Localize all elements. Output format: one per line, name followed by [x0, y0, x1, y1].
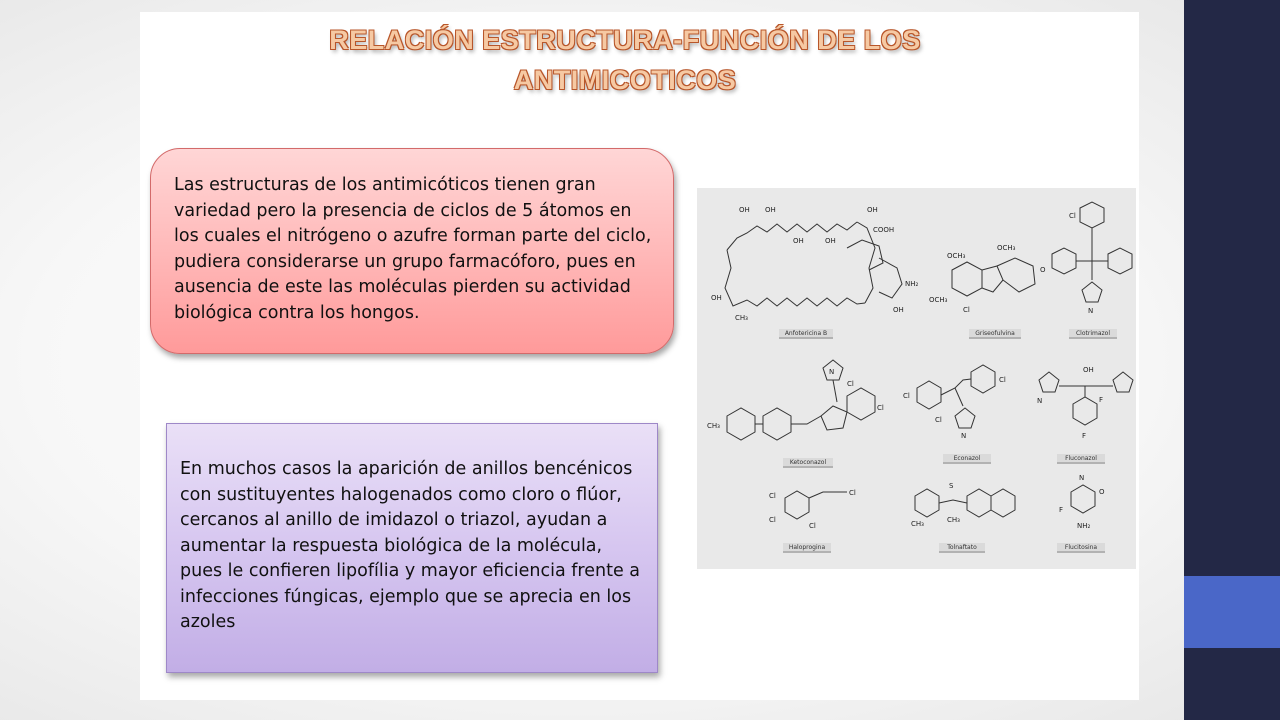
atom-label: OH [765, 206, 776, 214]
caption-anfotericina: Anfotericina B [784, 330, 828, 337]
atom-label: Cl [999, 376, 1006, 384]
tolnaftato-structure [911, 482, 1015, 528]
atom-label: Cl [1069, 212, 1076, 220]
atom-label: Cl [849, 489, 856, 497]
caption-econazol: Econazol [953, 455, 981, 462]
atom-label: N [1088, 307, 1094, 315]
atom-label: OH [867, 206, 878, 214]
atom-label: N [1037, 397, 1043, 405]
atom-label: CH₃ [735, 314, 748, 322]
atom-label: Cl [769, 516, 776, 524]
atom-label: COOH [873, 226, 895, 234]
atom-label: OH [711, 294, 722, 302]
atom-label: Cl [847, 380, 854, 388]
atom-label: OCH₃ [947, 252, 966, 260]
atom-label: OH [825, 237, 836, 245]
fluconazol-structure [1037, 366, 1133, 440]
atom-label: S [949, 482, 954, 490]
caption-ketoconazol: Ketoconazol [789, 459, 827, 466]
atom-label: OCH₃ [929, 296, 948, 304]
caption-tolnaftato: Tolnaftato [947, 544, 977, 551]
atom-label: OH [1083, 366, 1094, 374]
atom-label: Cl [877, 404, 884, 412]
title-line-1: RELACIÓN ESTRUCTURA-FUNCIÓN DE LOS [329, 25, 921, 55]
atom-label: Cl [769, 492, 776, 500]
caption-fluconazol: Fluconazol [1065, 455, 1097, 462]
sidebar-accent [1184, 576, 1280, 648]
atom-label: Cl [963, 306, 970, 314]
pharmacophore-text: Las estructuras de los antimicóticos tienen gran variedad pero la presencia de ciclos de 5 átomos en los cuales el nitrógeno o azufre forman parte del ciclo, pudiera considerarse un grupo farmacóforo, pues en ausencia de este las moléculas pierden su actividad biológica contra los hongos. [174, 175, 652, 323]
atom-label: F [1099, 396, 1104, 404]
caption-clotrimazol: Clotrimazol [1075, 330, 1111, 337]
flucitosina-structure [1059, 474, 1105, 530]
atom-label: N [961, 432, 967, 440]
atom-label: CH₃ [707, 422, 720, 430]
atom-label: O [1040, 266, 1046, 274]
structures-svg [697, 188, 1136, 569]
atom-label: OH [793, 237, 804, 245]
clotrimazol-structure [1052, 202, 1132, 315]
atom-label: OCH₃ [997, 244, 1016, 252]
atom-label: N [1079, 474, 1085, 482]
atom-label: Cl [809, 522, 816, 530]
chemical-structures-figure [697, 188, 1136, 569]
slide-title [280, 20, 970, 100]
ketoconazol-structure [707, 360, 884, 440]
econazol-structure [903, 365, 1006, 440]
atom-label: NH₂ [1077, 522, 1091, 530]
halogen-textbox [166, 423, 658, 673]
anfotericina-structure [711, 206, 919, 322]
caption-griseofulvina: Griseofulvina [975, 330, 1015, 337]
atom-label: O [1099, 488, 1105, 496]
atom-label: F [1082, 432, 1087, 440]
atom-label: F [1059, 506, 1064, 514]
atom-label: OH [893, 306, 904, 314]
atom-label: OH [739, 206, 750, 214]
griseofulvina-structure [929, 244, 1046, 314]
haloprogina-structure [769, 489, 856, 530]
title-line-2: ANTIMICOTICOS [513, 65, 737, 95]
atom-label: N [829, 368, 835, 376]
caption-haloprogina: Haloprogina [788, 544, 826, 551]
atom-label: NH₂ [905, 280, 919, 288]
atom-label: CH₃ [911, 520, 924, 528]
pharmacophore-textbox [150, 148, 674, 354]
caption-flucitosina: Flucitosina [1064, 544, 1098, 551]
atom-label: Cl [903, 392, 910, 400]
atom-label: Cl [935, 416, 942, 424]
atom-label: CH₃ [947, 516, 960, 524]
halogen-text: En muchos casos la aparición de anillos bencénicos con sustituyentes halogenados como cloro o flúor, cercanos al anillo de imidazol o triazol, ayudan a aumentar la respuesta biológica de la molécula, pues le confieren lipofília y mayor eficiencia frente a infecciones fúngicas, ejemplo que se aprecia en los azoles [180, 459, 641, 632]
